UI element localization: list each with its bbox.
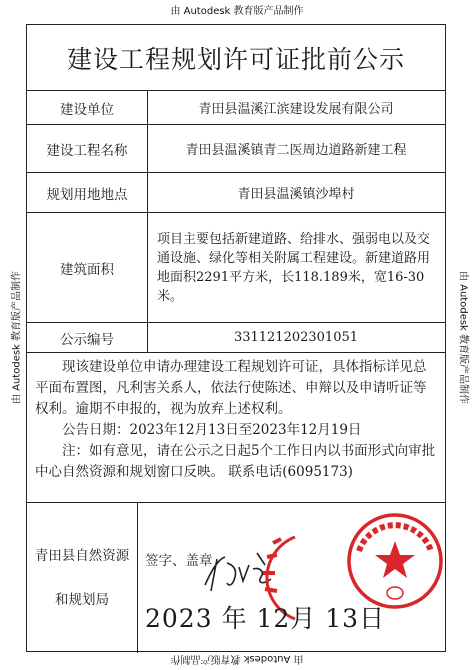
row-site-location — [27, 173, 445, 213]
row-project-name — [27, 125, 445, 173]
notice-body — [27, 353, 445, 503]
signature-section — [27, 503, 445, 653]
row-notice-number — [27, 323, 445, 353]
watermark-bottom: 由 Autodesk 教育版产品制作 — [170, 653, 304, 664]
site-location-label: 规划用地地点 — [27, 173, 148, 212]
authority-line-1: 青田县自然资源 — [34, 548, 130, 564]
notice-dates: 公告日期：2023年12月13日至2023年12月19日 — [62, 422, 362, 438]
watermark-top: 由 Autodesk 教育版产品制作 — [170, 6, 304, 17]
official-seal — [345, 511, 445, 611]
page-title: 建设工程规划许可证批前公示 — [27, 25, 445, 91]
watermark-right: 由 Autodesk 教育版产品制作 — [457, 270, 469, 405]
notice-remark: 注：如有意见，请在公示之日起5个工作日内以书面形式向审批中心自然资源和规划窗口反映。 联系电话(6095173) — [35, 443, 436, 480]
row-construction-unit — [27, 91, 445, 125]
construction-unit-label: 建设单位 — [27, 91, 148, 124]
site-location-value: 青田县温溪镇沙埠村 — [237, 187, 355, 202]
issuing-authority — [27, 503, 138, 653]
construction-unit-value: 青田县温溪江滨建设发展有限公司 — [198, 102, 394, 117]
notice-form — [26, 24, 446, 652]
sign-stamp-label: 签字、盖章 — [145, 553, 213, 569]
notice-paragraph: 现该建设单位申请办理建设工程规划许可证，具体指标详见总平面布置图，凡利害关系人，依法行使陈述、申辩以及申请听证等权利。逾期不申报的，视为放弃上述权利。 — [35, 359, 427, 417]
notice-number-label: 公示编号 — [27, 323, 148, 352]
issue-date: 2023 年 12月 13日 — [145, 604, 386, 633]
building-area-label: 建筑面积 — [27, 213, 148, 322]
project-name-value: 青田县温溪镇青二医周边道路新建工程 — [185, 143, 407, 158]
row-building-area — [27, 213, 445, 323]
building-area-value: 项目主要包括新建道路、给排水、强弱电以及交通设施、绿化等相关附属工程建设。新建道路用地面积2291平方米，长118.189米，宽16-30米。 — [157, 231, 431, 304]
notice-number-value: 331121202301051 — [233, 330, 359, 345]
authority-line-2: 和规划局 — [55, 592, 109, 608]
watermark-left: 由 Autodesk 教育版产品制作 — [11, 270, 23, 405]
project-name-label: 建设工程名称 — [27, 125, 148, 172]
